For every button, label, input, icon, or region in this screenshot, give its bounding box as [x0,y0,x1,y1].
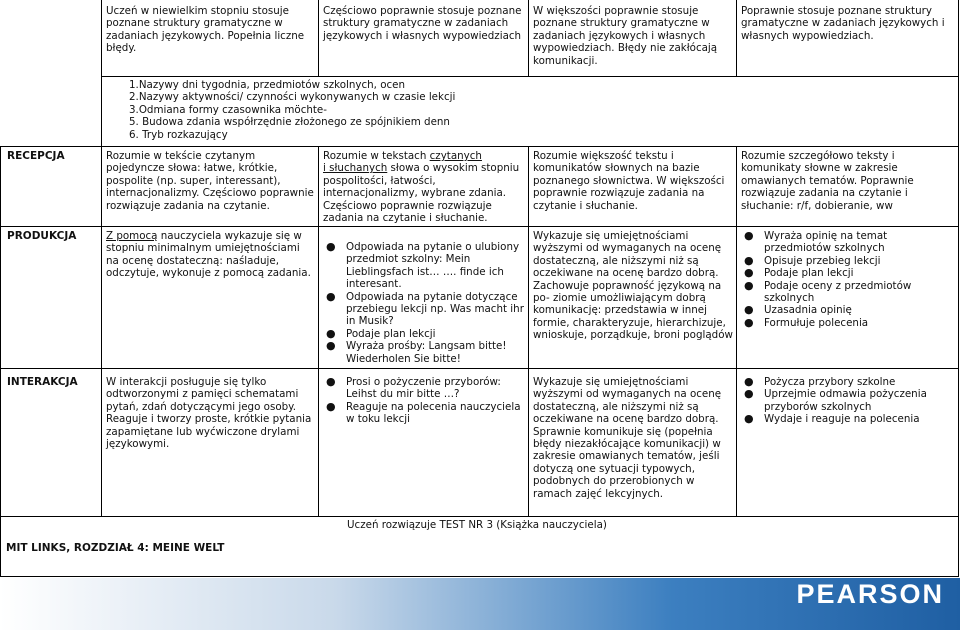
list-item [741,388,955,413]
list-item [741,280,955,305]
text: czytanych [429,150,482,162]
bullet-icon: ● [744,278,754,292]
list-item [741,317,955,329]
produkcja-list-2 [323,241,527,365]
grid-line [0,368,959,369]
text: Wyraża prośby: Langsam bitte! Wiederholen Sie bitte! [346,340,507,365]
bullet-icon: ● [326,289,336,303]
grid-line [958,516,959,576]
grid-line [736,0,737,76]
bullet-icon: ● [744,375,754,388]
text: nauczyciela wykazuje się w stopniu minimalnym umiejętnościami na ocenę dostateczną: naśladuje, odczytuje, wykonuje z pomocą zadania. [106,230,311,280]
list-item [323,401,527,426]
list-item [741,413,955,425]
grammar-item: 3.Odmiana formy czasownika möchte- [129,103,327,116]
chapter-footer: MIT LINKS, ROZDZIAŁ 4: MEINE WELT [6,542,225,554]
grid-line [0,516,1,576]
grid-line [0,516,959,517]
grid-line [528,146,529,516]
grid-line [318,146,319,516]
list-item [741,255,955,267]
top-cell-2: Częściowo poprawnie stosuje poznane struktury gramatyczne w zadaniach językowych i własnych wypowiedziach [323,5,522,42]
top-cell-4: Poprawnie stosuje poznane struktury gramatyczne w zadaniach językowych i własnych wypowiedziach. [741,5,945,42]
text: Wyraża opinię na temat przedmiotów szkolnych [764,230,888,255]
grid-line [958,0,959,76]
bullet-icon: ● [326,326,336,340]
list-item [741,376,955,388]
grid-line [318,0,319,76]
row-label-produkcja: PRODUKCJA [7,230,77,242]
text: Uprzejmie odmawia pożyczenia przyborów szkolnych [764,388,927,413]
interakcja-list-4 [741,376,955,426]
top-cell-1: Uczeń w niewielkim stopniu stosuje poznane struktury gramatyczne w zadaniach językowych. Popełnia liczne błędy. [106,5,305,55]
row-label-recepcja: RECEPCJA [7,150,65,162]
test-note: Uczeń rozwiązuje TEST NR 3 (Książka nauczyciela) [347,519,607,531]
text: Odpowiada na pytanie dotyczące przebiegu lekcji np. Was macht ihr in Musik? [346,290,524,328]
bullet-icon: ● [744,229,754,242]
grid-line [736,146,737,516]
bullet-icon: ● [326,375,336,388]
text: Wydaje i reaguje na polecenia [764,413,920,426]
list-item [323,340,527,365]
grammar-item: 6. Tryb rozkazujący [129,128,228,141]
bullet-icon: ● [326,240,336,253]
bullet-icon: ● [744,387,754,401]
text: Reaguje na polecenia nauczyciela w toku lekcji [346,400,521,426]
list-item [741,304,955,316]
bullet-icon: ● [744,303,754,317]
produkcja-cell-1 [106,230,314,280]
grid-line [0,146,959,147]
list-item [741,267,955,279]
row-label-interakcja: INTERAKCJA [7,376,78,388]
text: Formułuje polecenia [764,316,869,329]
grid-line [0,146,1,516]
list-item [323,376,527,401]
text: Podaje plan lekcji [346,327,436,340]
text: Odpowiada na pytanie o ulubiony przedmiot szkolny: Mein Lieblingsfach ist… …. finde ich interesant. [346,241,520,291]
recepcja-cell-2 [323,150,526,224]
recepcja-cell-4: Rozumie szczegółowo teksty i komunikaty słowne w zakresie omawianych tematów. Poprawnie rozwiązuje zadania na czytanie i słuchanie: r/f, dobieranie, ww [741,150,914,212]
grammar-item: 2.Nazywy aktywności/ czynności wykonywanych w czasie lekcji [129,91,456,104]
top-cell-3: W większości poprawnie stosuje poznane struktury gramatyczne w zadaniach językowych i własnych wypowiedziach. Błędy nie zakłócają komunikacji. [533,5,718,67]
text: Podaje plan lekcji [764,267,854,280]
list-item [741,230,955,255]
grid-line [101,146,102,516]
list-item [323,291,527,328]
text: Uzasadnia opinię [764,304,852,317]
list-item [323,328,527,340]
bullet-icon: ● [744,412,754,426]
bullet-icon: ● [326,339,336,353]
text: Rozumie w tekstach [323,150,430,162]
grammar-list [129,79,689,141]
bullet-icon: ● [744,266,754,280]
produkcja-list-4 [741,230,955,329]
grammar-item: 5. Budowa zdania współrzędnie złożonego ze spójnikiem denn [129,116,450,129]
grid-line [0,576,959,577]
grid-line [958,76,959,146]
list-item [323,241,527,291]
text: Pożycza przybory szkolne [764,376,896,388]
bullet-icon: ● [744,315,754,329]
text: Podaje oceny z przedmiotów szkolnych [764,279,912,305]
brand-bar [0,578,960,630]
produkcja-cell-3: Wykazuje się umiejętnościami wyższymi od wymaganych na ocenę dostateczną, ale niższymi niż są oczekiwane na ocenę bardzo dobrą. Zachowuje poprawność językową na po- ziomie umożliwiającym dobrą komunikację: przedstawia w innej formie, charakteryzuje, hierarchizuje, wnioskuje, porządkuje, broni poglądów [533,230,733,342]
recepcja-cell-3: Rozumie większość tekstu i komunikatów słownych na bazie poznanego słownictwa. W większości poprawnie rozwiązuje zadania na czytanie i słuchanie. [533,150,725,212]
grid-line [0,226,959,227]
interakcja-cell-3: Wykazuje się umiejętnościami wyższymi od wymaganych na ocenę dostateczną, ale niższymi niż są oczekiwane na ocenę bardzo dobrą. Sprawnie komunikuje się (popełnia błędy niezakłócające komunikacji) w zakresie omawianych tematów, jeśli dotyczą one sytuacji typowych, podobnych do przerobionych w ramach zajęć lekcyjnych. [533,376,722,500]
text: słowa o wysokim stopniu pospolitości, łatwości, internacjonalizmy, wybrane zdania. Częściowo poprawnie rozwiązuje zadania na czytanie i słuchanie. [323,162,520,225]
recepcja-cell-1: Rozumie w tekście czytanym pojedyncze słowa: łatwe, krótkie, pospolite (np. super, interessant), internacjonalizmy. Częściowo poprawnie rozwiązuje zadania na czytanie. [106,150,314,212]
grid-line [101,76,959,77]
text: i słuchanych [323,162,388,175]
grid-line [528,0,529,76]
grid-line [958,146,959,516]
text: Opisuje przebieg lekcji [764,254,881,267]
text: Prosi o pożyczenie przyborów: Leihst du mir bitte …? [346,376,501,401]
bullet-icon: ● [744,253,754,267]
interakcja-list-2 [323,376,527,426]
interakcja-cell-1: W interakcji posługuje się tylko odtworzonymi z pamięci schematami pytań, zdań dotyczącymi jego osoby. Reaguje i tworzy proste, krótkie pytania zapamiętane lub wyćwiczone drylami językowymi. [106,376,312,451]
brand-logo: PEARSON [796,579,944,609]
grammar-item: 1.Nazywy dni tygodnia, przedmiotów szkolnych, ocen [129,79,406,91]
text: Z pomocą [106,230,158,242]
grid-line [101,0,102,76]
grid-line [101,76,102,146]
bullet-icon: ● [326,399,336,413]
